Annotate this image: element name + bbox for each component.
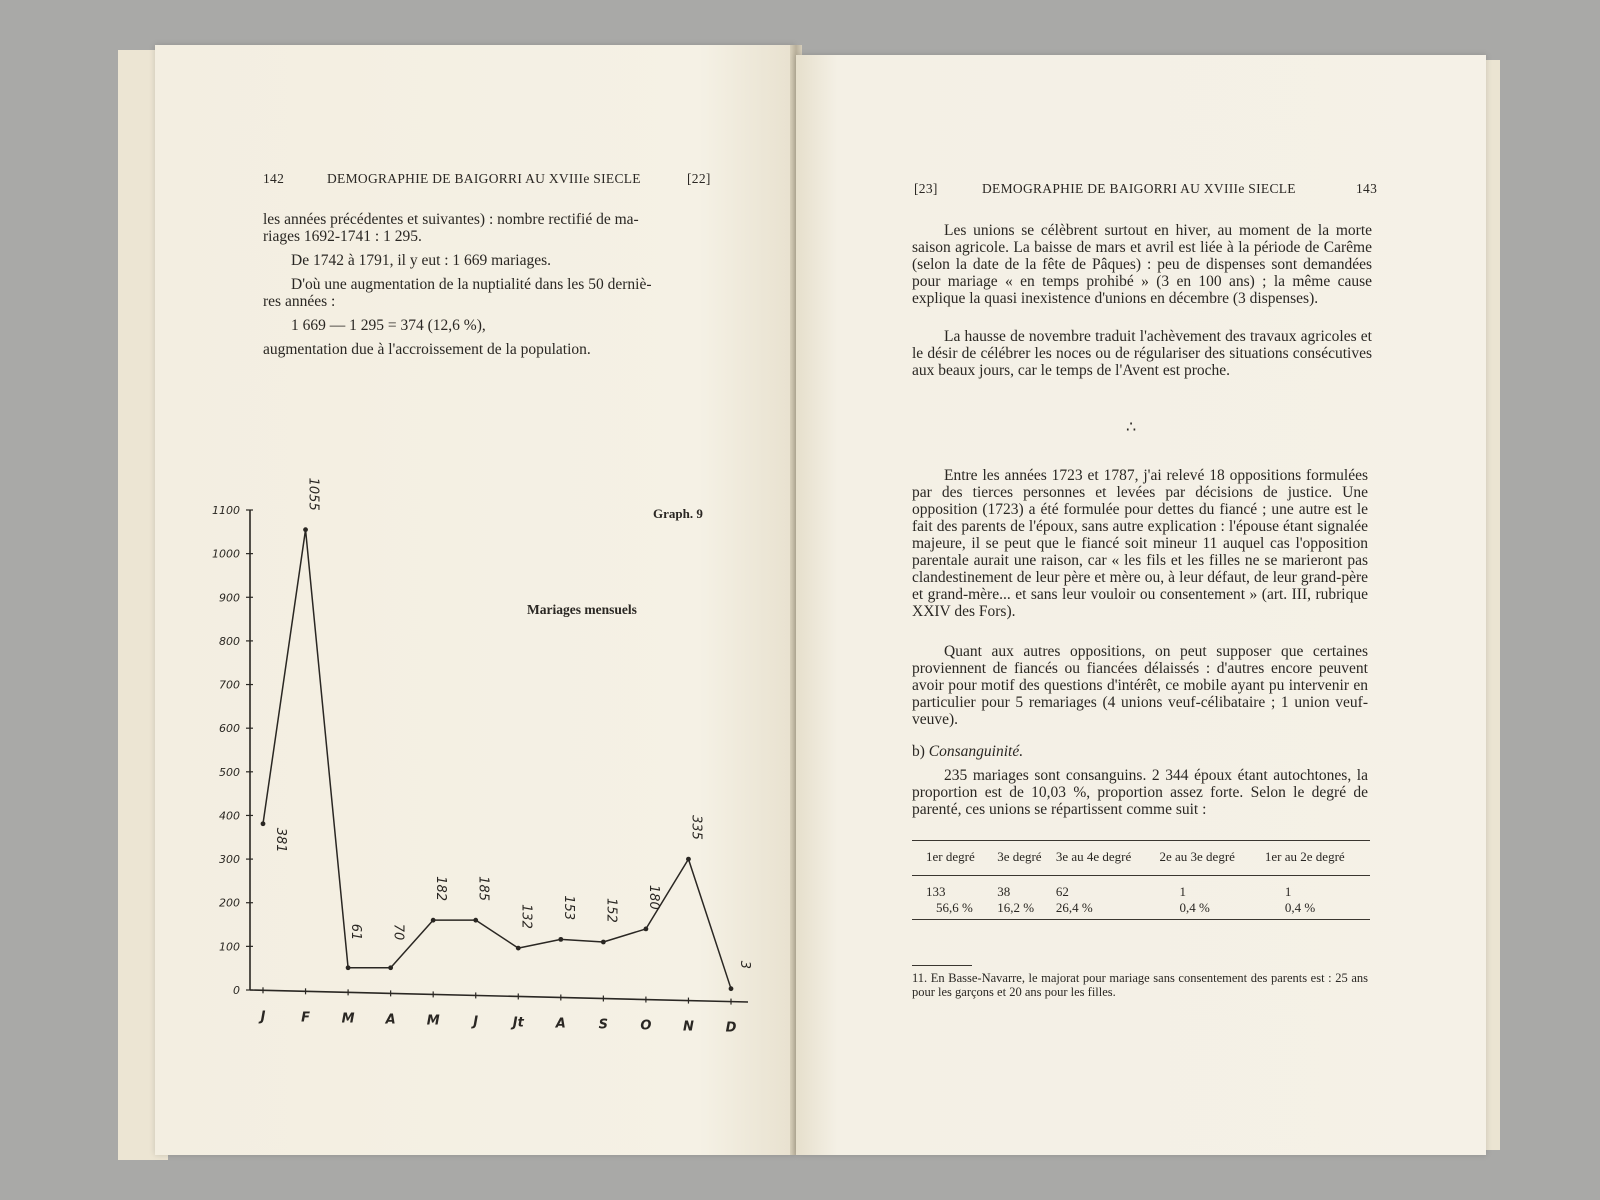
- y-tick-label: 300: [219, 853, 240, 867]
- right-page-number: 143: [1356, 181, 1378, 196]
- x-tick-label: A: [555, 1016, 566, 1032]
- subheading-consanguinity: [912, 743, 1023, 761]
- value-label: 152: [603, 898, 619, 923]
- x-axis: [250, 990, 748, 1002]
- chart-title: Mariages mensuels: [527, 602, 637, 617]
- table-cell: [1259, 875, 1370, 919]
- data-point: [601, 940, 606, 945]
- table-header: 2e au 3e degré: [1159, 849, 1235, 864]
- right-section-ref: [23]: [914, 181, 938, 196]
- right-page: [796, 55, 1486, 1155]
- x-tick-label: N: [683, 1019, 694, 1035]
- data-point: [558, 937, 563, 942]
- series-line: [263, 530, 731, 989]
- left-text-line: riages 1692-1741 : 1 295.: [263, 228, 422, 245]
- x-tick-label: F: [301, 1010, 310, 1026]
- cell-percent: 0,4 %: [1179, 899, 1210, 915]
- y-tick-label: 800: [219, 634, 240, 648]
- cell-count: 38: [997, 883, 1011, 899]
- y-tick-label: 900: [219, 591, 240, 605]
- left-text-line: D'où une augmentation de la nuptialité dans les 50 derniè-: [291, 276, 652, 293]
- left-text-line: les années précédentes et suivantes) : nombre rectifié de ma-: [263, 211, 639, 228]
- cell-percent: 26,4 %: [1055, 899, 1093, 915]
- y-tick-label: 600: [219, 722, 240, 736]
- consanguinity-table: [912, 840, 1370, 920]
- x-tick-label: M: [426, 1013, 440, 1029]
- data-point: [686, 857, 691, 862]
- cell-percent: 56,6 %: [936, 899, 973, 915]
- cell-count: 1: [1179, 883, 1186, 899]
- value-label: 132: [518, 904, 534, 929]
- x-tick-label: D: [725, 1020, 737, 1036]
- x-tick-label: Jt: [512, 1015, 524, 1031]
- value-label: 185: [475, 876, 491, 902]
- table-cell: [1056, 875, 1154, 919]
- x-tick-label: J: [260, 1009, 266, 1025]
- y-tick-label: 0: [233, 984, 240, 997]
- paragraph-winter-unions: Les unions se célèbrent surtout en hiver, au moment de la morte saison agricole. La baisse de mars et avril est liée à la période de Carême (selon la date de la fête de Pâques) : peu de dispenses sont demandées pour mariage « en temps prohibé » (3 en 100 ans) ; la même cause explique la quasi inexistence d'unions en décembre (3 dispenses).: [912, 222, 1372, 307]
- subheading-title: Consanguinité.: [928, 743, 1024, 760]
- y-tick-label: 500: [219, 765, 240, 779]
- value-label: 3: [737, 960, 752, 969]
- left-text-line: augmentation due à l'accroissement de la population.: [263, 341, 591, 358]
- cell-count: 133: [926, 883, 946, 899]
- left-page-number: 142: [263, 171, 285, 186]
- data-point: [729, 986, 734, 991]
- data-point: [431, 918, 436, 923]
- table-header: 3e degré: [997, 849, 1042, 864]
- footnote-rule: [912, 965, 972, 966]
- section-ornament: ∴: [1126, 419, 1137, 436]
- value-label: 180: [645, 884, 661, 910]
- y-tick-label: 700: [219, 678, 240, 692]
- left-section-ref: [22]: [687, 171, 711, 186]
- x-tick-label: J: [473, 1014, 479, 1030]
- table-header: 1er degré: [926, 849, 975, 864]
- paragraph-consanguinity: 235 mariages sont consanguins. 2 344 époux étant autochtones, la proportion est de 10,03 %, proportion assez forte. Selon le degré de parenté, ces unions se répartissent comme suit :: [912, 767, 1368, 818]
- data-point: [388, 965, 393, 970]
- paragraph-november: La hausse de novembre traduit l'achèvement des travaux agricoles et le désir de célébrer les noces ou de régulariser des situations consécutives aux beaux jours, car le temps de l'Avent est proche.: [912, 328, 1372, 379]
- right-running-title: DEMOGRAPHIE DE BAIGORRI AU XVIIIe SIECLE: [982, 181, 1296, 196]
- x-tick-label: A: [385, 1012, 396, 1028]
- graph-label: Graph. 9: [653, 506, 703, 521]
- left-running-title: DEMOGRAPHIE DE BAIGORRI AU XVIIIe SIECLE: [327, 171, 641, 186]
- x-tick-label: S: [598, 1017, 609, 1033]
- value-label: 153: [560, 895, 576, 921]
- value-label: 381: [273, 827, 288, 853]
- y-tick-label: 100: [219, 940, 240, 954]
- data-point: [473, 918, 478, 923]
- left-text-line: res années :: [263, 293, 336, 310]
- y-tick-label: 1100: [212, 504, 240, 517]
- cell-percent: 0,4 %: [1284, 899, 1316, 915]
- y-tick-label: 200: [219, 896, 240, 910]
- cell-percent: 16,2 %: [997, 899, 1035, 915]
- marriages-chart: [155, 425, 795, 1045]
- cell-count: 1: [1284, 883, 1292, 899]
- left-text-line: De 1742 à 1791, il y eut : 1 669 mariages.: [291, 252, 552, 269]
- table-header: 3e au 4e degré: [1055, 849, 1132, 864]
- table-cell: [1153, 875, 1258, 919]
- left-text-line: 1 669 — 1 295 = 374 (12,6 %),: [291, 317, 486, 334]
- data-point: [261, 821, 266, 826]
- x-tick-label: M: [341, 1011, 355, 1027]
- table-cell: [912, 875, 993, 919]
- data-point: [644, 927, 649, 932]
- value-label: 70: [390, 923, 406, 941]
- table-row: [912, 875, 1370, 919]
- left-page: [155, 45, 795, 1155]
- value-label: 335: [688, 815, 704, 840]
- value-label: 182: [433, 876, 449, 902]
- data-point: [346, 965, 351, 970]
- x-tick-label: O: [640, 1018, 652, 1034]
- subheading-prefix: b): [912, 743, 925, 760]
- footnote-11: 11. En Basse-Navarre, le majorat pour mariage sans consentement des parents est : 25 ans pour les garçons et 20 ans pour les filles.: [912, 971, 1368, 999]
- data-point: [303, 527, 308, 532]
- paragraph-other-oppositions: Quant aux autres oppositions, on peut supposer que certaines proviennent de fiancés ou fiancées délaissés : d'autres encore peuvent avoir pour motif des questions d'intérêt, ce mobile ayant pu intervenir en particulier pour 5 remariages (4 unions veuf-célibataire ; 1 union veuf-veuve).: [912, 643, 1368, 728]
- table-cell: [993, 875, 1056, 919]
- table-header-row: [912, 841, 1370, 875]
- y-tick-label: 400: [219, 809, 240, 823]
- value-label: 61: [348, 923, 364, 941]
- table-header: 1er au 2e degré: [1264, 849, 1345, 864]
- consanguinity-table-grid: [912, 841, 1370, 919]
- data-point: [516, 946, 521, 951]
- paragraph-oppositions: Entre les années 1723 et 1787, j'ai relevé 18 oppositions formulées par des tierces personnes et levées par décisions de justice. Une opposition (1723) a été formulée pour dettes du fiancé ; une autre est le fait des parents de l'époux, sans autre explication : l'épouse étant signalée majeure, il se peut que le fiancé soit mineur 11 auquel cas l'opposition parentale aurait une raison, car « les fils et les filles ne se marieront pas clandestinement de leur père et mère ou, à leur défaut, de leur grand-père et grand-mère... et sans leur vouloir ou consentement » (art. III, rubrique XXIV des Fors).: [912, 467, 1368, 620]
- y-tick-label: 1000: [212, 547, 240, 561]
- cell-count: 62: [1055, 883, 1069, 899]
- value-label: 1055: [305, 477, 321, 511]
